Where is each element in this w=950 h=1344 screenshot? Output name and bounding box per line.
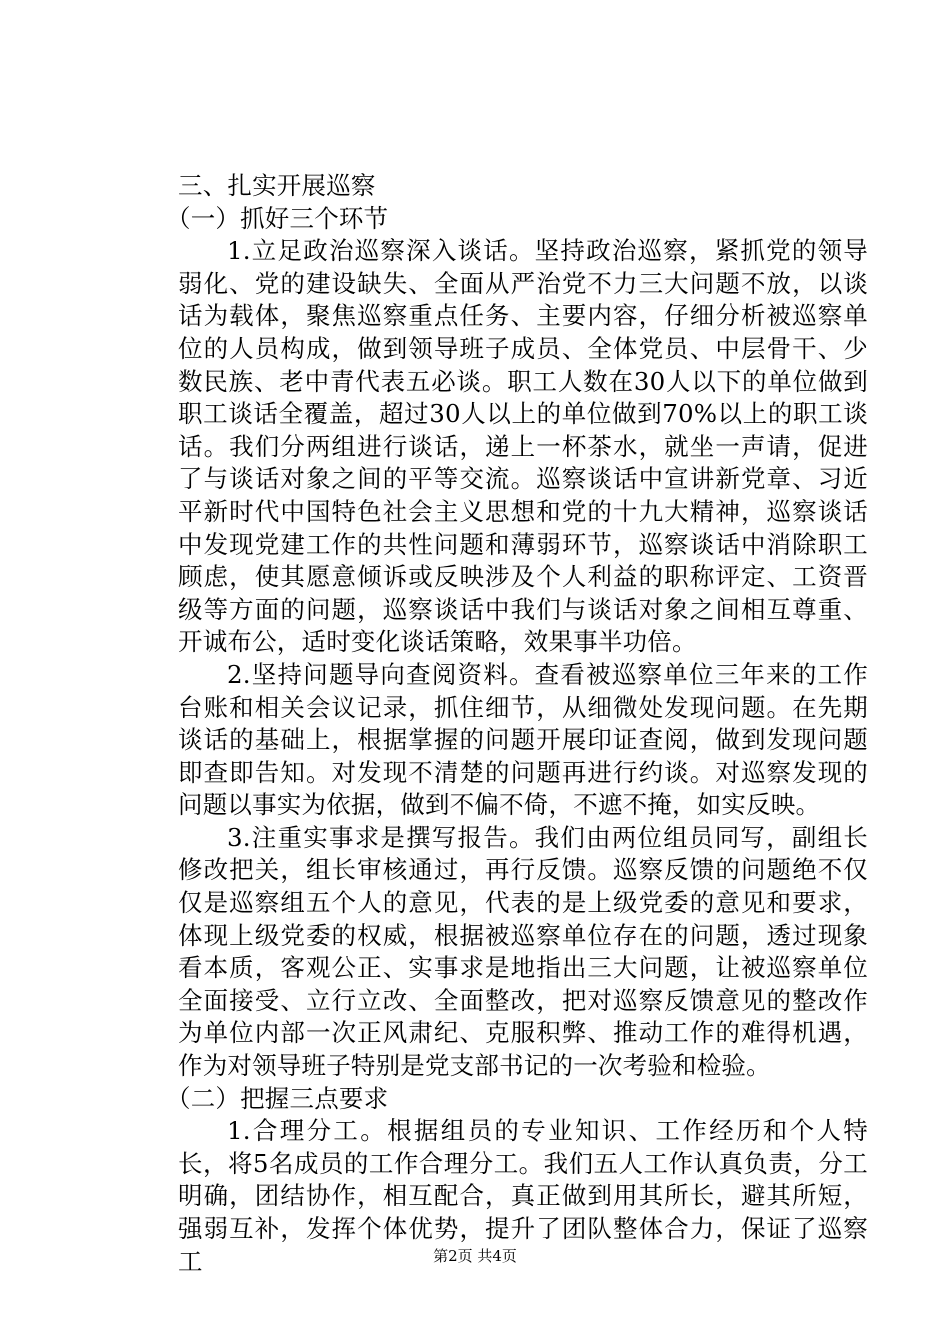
subsection-heading-2: （二）把握三点要求 [166, 1083, 389, 1113]
section-heading: 三、扎实开展巡察 [178, 171, 376, 200]
paragraph-4: 1.合理分工。根据组员的专业知识、工作经历和个人特长，将5名成员的工作合理分工。我们五人工作认真负责，分工明确，团结协作，相互配合，真正做到用其所长，避其所短，强弱互补，发挥个体优势，提升了团队整体合力，保证了巡察工 [178, 1116, 868, 1276]
paragraph-1: 1.立足政治巡察深入谈话。坚持政治巡察，紧抓党的领导弱化、党的建设缺失、全面从严治党不力三大问题不放，以谈话为载体，聚焦巡察重点任务、主要内容，仔细分析被巡察单位的人员构成，做到领导班子成员、全体党员、中层骨干、少数民族、老中青代表五必谈。职工人数在30人以下的单位做到职工谈话全覆盖，超过30人以上的单位做到70%以上的职工谈话。我们分两组进行谈话，递上一杯茶水，就坐一声请，促进了与谈话对象之间的平等交流。巡察谈话中宣讲新党章、习近平新时代中国特色社会主义思想和党的十九大精神，巡察谈话中发现党建工作的共性问题和薄弱环节，巡察谈话中消除职工顾虑，使其愿意倾诉或反映涉及个人利益的职称评定、工资晋级等方面的问题，巡察谈话中我们与谈话对象之间相互尊重、开诚布公，适时变化谈话策略，效果事半功倍。 [178, 236, 868, 657]
page-footer: 第2页 共4页 [433, 1247, 517, 1265]
document-body [166, 170, 868, 1278]
paragraph-2: 2.坚持问题导向查阅资料。查看被巡察单位三年来的工作台账和相关会议记录，抓住细节，从细微处发现问题。在先期谈话的基础上，根据掌握的问题开展印证查阅，做到发现问题即查即告知。对发现不清楚的问题再进行约谈。对巡察发现的问题以事实为依据，做到不偏不倚，不遮不掩，如实反映。 [178, 659, 868, 820]
paragraph-3: 3.注重实事求是撰写报告。我们由两位组员同写，副组长修改把关，组长审核通过，再行反馈。巡察反馈的问题绝不仅仅是巡察组五个人的意见，代表的是上级党委的意见和要求，体现上级党委的权威，根据被巡察单位存在的问题，透过现象看本质，客观公正、实事求是地指出三大问题，让被巡察单位全面接受、立行立改、全面整改，把对巡察反馈意见的整改作为单位内部一次正风肃纪、克服积弊、推动工作的难得机遇，作为对领导班子特别是党支部书记的一次考验和检验。 [178, 822, 868, 1081]
subsection-heading-1: （一）抓好三个环节 [166, 203, 389, 233]
